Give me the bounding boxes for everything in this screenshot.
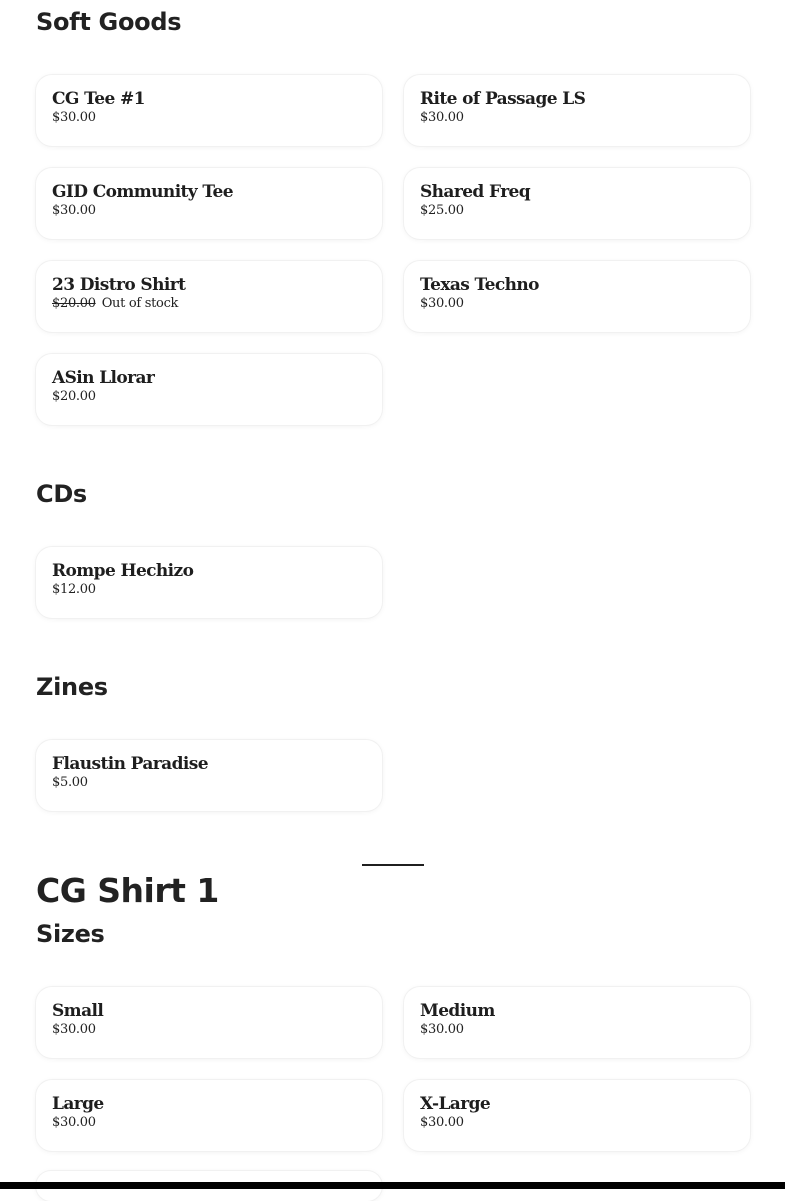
size-name: X-Large bbox=[420, 1094, 491, 1114]
product-name: Rite of Passage LS bbox=[420, 89, 586, 109]
sizes-heading: Sizes bbox=[36, 920, 105, 948]
product-price: $12.00 bbox=[52, 582, 96, 597]
sizes-grid bbox=[36, 987, 750, 1151]
product-name: Texas Techno bbox=[420, 275, 539, 295]
bottom-bar bbox=[0, 1182, 785, 1189]
cds-section bbox=[36, 480, 750, 597]
product-card-asin-llorar[interactable] bbox=[36, 354, 382, 425]
zines-heading: Zines bbox=[36, 673, 108, 701]
zines-grid bbox=[36, 740, 750, 811]
product-card-rompe-hechizo[interactable] bbox=[36, 547, 382, 618]
out-of-stock-label: Out of stock bbox=[101, 296, 179, 311]
product-price: $30.00 bbox=[52, 110, 96, 125]
product-price: $30.00 bbox=[420, 110, 464, 125]
product-card-gid-community-tee[interactable] bbox=[36, 168, 382, 239]
product-name: CG Tee #1 bbox=[52, 89, 145, 109]
product-name: Rompe Hechizo bbox=[52, 561, 194, 581]
product-name: Flaustin Paradise bbox=[52, 754, 208, 774]
product-card-rite-of-passage-ls[interactable] bbox=[404, 75, 750, 146]
size-price: $30.00 bbox=[52, 1022, 96, 1037]
size-name: Large bbox=[52, 1094, 104, 1114]
section-divider bbox=[362, 864, 424, 866]
product-name: ASin Llorar bbox=[52, 368, 155, 388]
soft-goods-grid bbox=[36, 75, 750, 425]
product-price: $20.00 bbox=[52, 389, 96, 404]
product-price: $5.00 bbox=[52, 775, 88, 790]
size-name: Medium bbox=[420, 1001, 495, 1021]
product-card-23-distro-shirt[interactable] bbox=[36, 261, 382, 332]
product-card-flaustin-paradise[interactable] bbox=[36, 740, 382, 811]
size-price: $30.00 bbox=[420, 1115, 464, 1130]
product-price: $30.00 bbox=[420, 296, 464, 311]
size-option-small[interactable] bbox=[36, 987, 382, 1058]
soft-goods-section bbox=[36, 8, 750, 404]
product-card-shared-freq[interactable] bbox=[404, 168, 750, 239]
product-price-row bbox=[52, 295, 366, 313]
product-name: Shared Freq bbox=[420, 182, 531, 202]
sizes-section bbox=[36, 920, 750, 1130]
size-option-large[interactable] bbox=[36, 1080, 382, 1151]
size-price: $30.00 bbox=[52, 1115, 96, 1130]
product-price: $25.00 bbox=[420, 203, 464, 218]
size-price: $30.00 bbox=[420, 1022, 464, 1037]
product-card-texas-techno[interactable] bbox=[404, 261, 750, 332]
cds-heading: CDs bbox=[36, 480, 87, 508]
product-name: 23 Distro Shirt bbox=[52, 275, 186, 295]
zines-section bbox=[36, 673, 750, 790]
product-card-cg-tee-1[interactable] bbox=[36, 75, 382, 146]
product-price-struck: $20.00 bbox=[52, 296, 96, 311]
soft-goods-heading: Soft Goods bbox=[36, 8, 182, 36]
product-price: $30.00 bbox=[52, 203, 96, 218]
size-option-x-large[interactable] bbox=[404, 1080, 750, 1151]
size-name: Small bbox=[52, 1001, 104, 1021]
product-title: CG Shirt 1 bbox=[36, 871, 219, 910]
cds-grid bbox=[36, 547, 750, 618]
product-name: GID Community Tee bbox=[52, 182, 233, 202]
size-option-medium[interactable] bbox=[404, 987, 750, 1058]
